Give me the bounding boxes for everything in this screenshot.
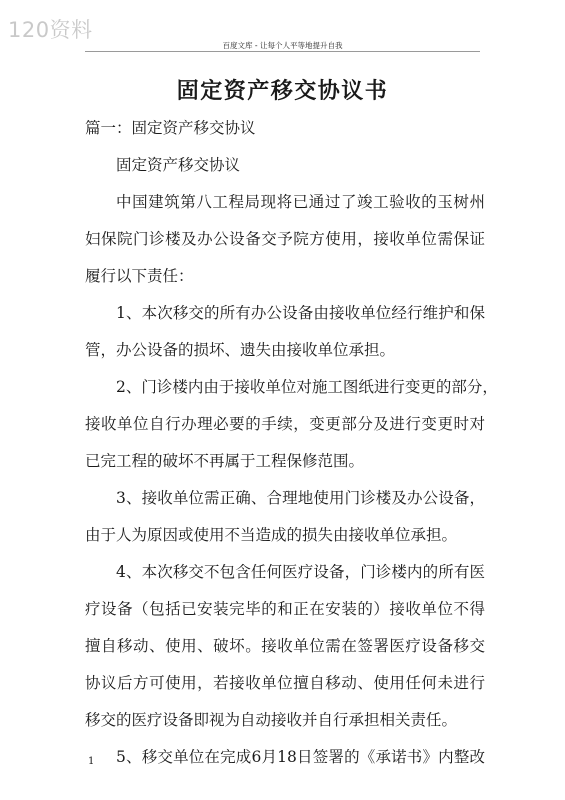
paragraph-line: 中国建筑第八工程局现将已通过了竣工验收的玉树州 (116, 193, 485, 211)
clause-line: 3、接收单位需正确、合理地使用门诊楼及办公设备， (116, 489, 485, 507)
clause-line: 2、门诊楼内由于接收单位对施工图纸进行变更的部分， (116, 378, 498, 396)
clause-line: 疗设备（包括已安装完毕的和正在安装的）接收单位不得 (85, 600, 485, 618)
watermark: 120资料 (8, 18, 93, 42)
clause-line: 移交的医疗设备即视为自动接收并自行承担相关责任。 (85, 711, 458, 729)
subheading: 固定资产移交协议 (116, 156, 241, 174)
clause-line: 管，办公设备的损坏、遗失由接收单位承担。 (85, 341, 396, 359)
page-number: 1 (88, 756, 95, 767)
clause-line: 1、本次移交的所有办公设备由接收单位经行维护和保 (116, 304, 485, 322)
clause-line: 4、本次移交不包含任何医疗设备，门诊楼内的所有医 (116, 563, 485, 581)
paragraph-line: 履行以下责任： (85, 267, 194, 285)
section-heading: 篇一：固定资产移交协议 (85, 119, 256, 137)
clause-line: 协议后方可使用，若接收单位擅自移动、使用任何未进行 (85, 674, 485, 692)
clause-line: 由于人为原因或使用不当造成的损失由接收单位承担。 (85, 526, 458, 544)
clause-line: 接收单位自行办理必要的手续，变更部分及进行变更时对 (85, 415, 485, 433)
document-title: 固定资产移交协议书 (176, 78, 389, 104)
clause-line: 5、移交单位在完成6月18日签署的《承诺书》内整改 (116, 748, 485, 766)
paragraph-line: 妇保院门诊楼及办公设备交予院方使用，接收单位需保证 (85, 230, 485, 248)
clause-line: 已完工程的破坏不再属于工程保修范围。 (85, 452, 365, 470)
clause-line: 擅自移动、使用、破坏。接收单位需在签署医疗设备移交 (85, 637, 485, 655)
header-divider (85, 51, 480, 52)
header-note: 百度文库 - 让每个人平等地提升自我 (222, 41, 343, 50)
